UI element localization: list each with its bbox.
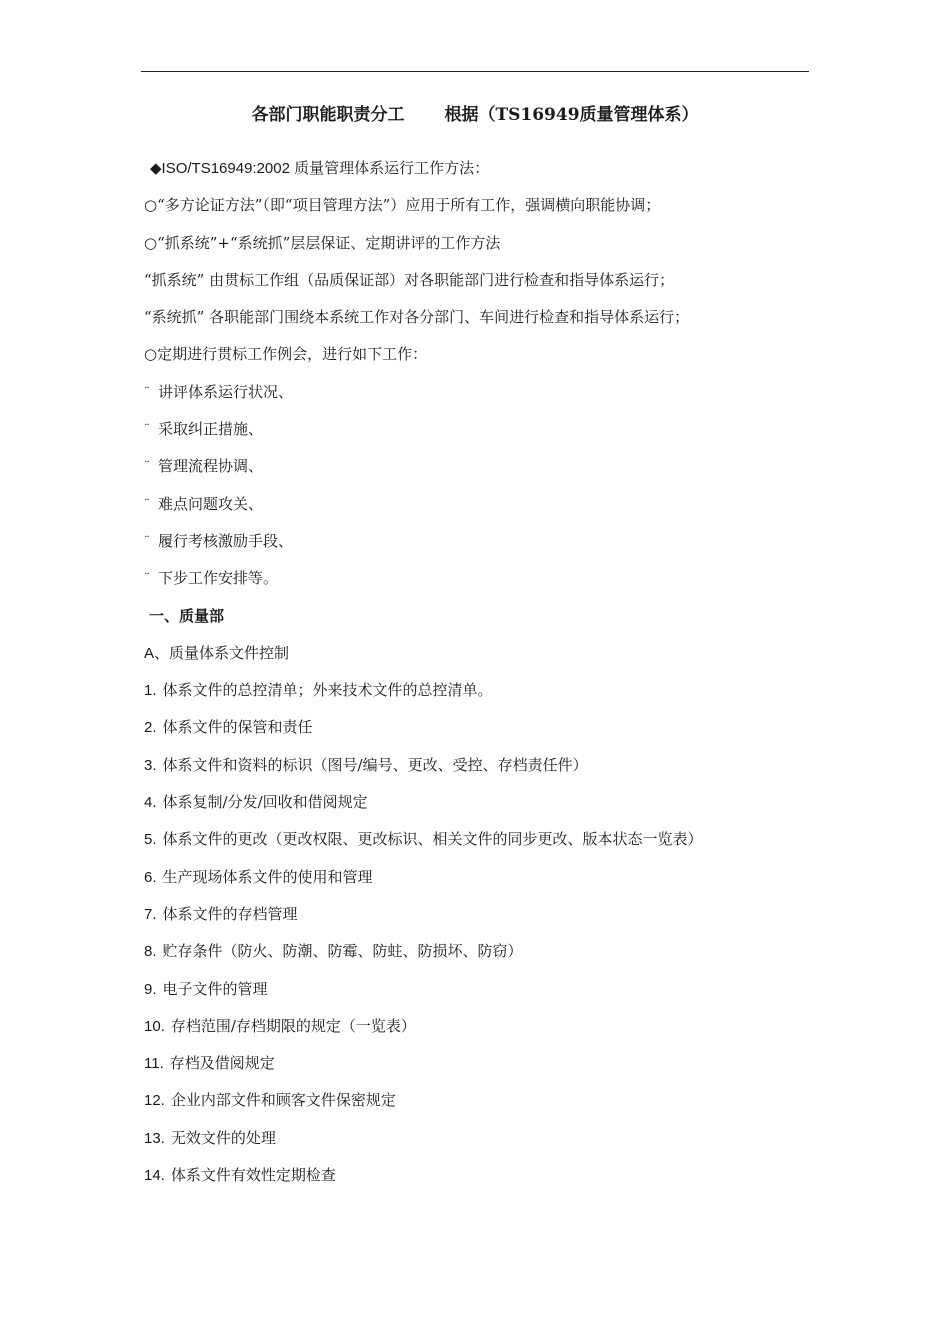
- intro-line: ◆ISO/TS16949:2002 质量管理体系运行工作方法：: [150, 160, 490, 177]
- bullet-item: ¨ 难点问题攻关、: [144, 490, 824, 527]
- document-title: [0, 100, 950, 125]
- list-item: 12. 企业内部文件和顾客文件保密规定: [144, 1091, 396, 1110]
- list-item: 2. 体系文件的保管和责任: [144, 718, 313, 737]
- list-item: 8. 贮存条件（防火、防潮、防霉、防蛀、防损坏、防窃）: [144, 942, 523, 961]
- list-item: 4. 体系复制/分发/回收和借阅规定: [144, 793, 368, 812]
- list-item: 11. 存档及借阅规定: [144, 1054, 275, 1073]
- list-item: 1. 体系文件的总控清单；外来技术文件的总控清单。: [144, 681, 493, 700]
- method-line: ○定期进行贯标工作例会，进行如下工作：: [144, 345, 428, 364]
- method-line: ○“抓系统”+“系统抓”层层保证、定期讲评的工作方法: [144, 233, 501, 252]
- list-item: 13. 无效文件的处理: [144, 1128, 276, 1147]
- subsection-heading: A、质量体系文件控制: [144, 644, 290, 662]
- list-item: 6. 生产现场体系文件的使用和管理: [144, 867, 373, 886]
- bullet-item: ¨ 下步工作安排等。: [144, 564, 824, 601]
- list-item: 10. 存档范围/存档期限的规定（一览表）: [144, 1016, 416, 1035]
- bullet-mark: ¨: [144, 459, 150, 474]
- method-line: ○“多方论证方法”（即“项目管理方法”）应用于所有工作，强调横向职能协调；: [144, 196, 661, 215]
- bullet-mark: ¨: [144, 571, 150, 586]
- list-item: 5. 体系文件的更改（更改权限、更改标识、相关文件的同步更改、版本状态一览表）: [144, 830, 703, 849]
- method-line: “抓系统” 由贯标工作组（品质保证部）对各职能部门进行检查和指导体系运行；: [144, 270, 675, 289]
- list-item: 7. 体系文件的存档管理: [144, 904, 298, 923]
- list-item: 3. 体系文件和资料的标识（图号/编号、更改、受控、存档责任件）: [144, 755, 588, 774]
- bullet-mark: ¨: [144, 496, 150, 511]
- bullet-item: ¨ 讲评体系运行状况、: [144, 378, 824, 415]
- bullet-item: ¨ 履行考核激励手段、: [144, 527, 824, 564]
- bullet-item: ¨ 管理流程协调、: [144, 452, 824, 489]
- title-left: 各部门职能职责分工: [251, 105, 405, 125]
- list-item: 14. 体系文件有效性定期检查: [144, 1166, 336, 1185]
- bullet-item: ¨ 采取纠正措施、: [144, 415, 824, 452]
- bullet-mark: ¨: [144, 533, 150, 548]
- list-item: 9. 电子文件的管理: [144, 979, 268, 998]
- bullet-mark: ¨: [144, 384, 150, 399]
- bullet-mark: ¨: [144, 422, 150, 437]
- section-heading: 一、质量部: [149, 606, 225, 625]
- document-body: [144, 154, 824, 1198]
- method-line: “系统抓” 各职能部门围绕本系统工作对各分部门、车间进行检查和指导体系运行；: [144, 308, 690, 327]
- title-right: 根据（TS16949质量管理体系）: [444, 105, 699, 125]
- header-rule: [141, 71, 809, 72]
